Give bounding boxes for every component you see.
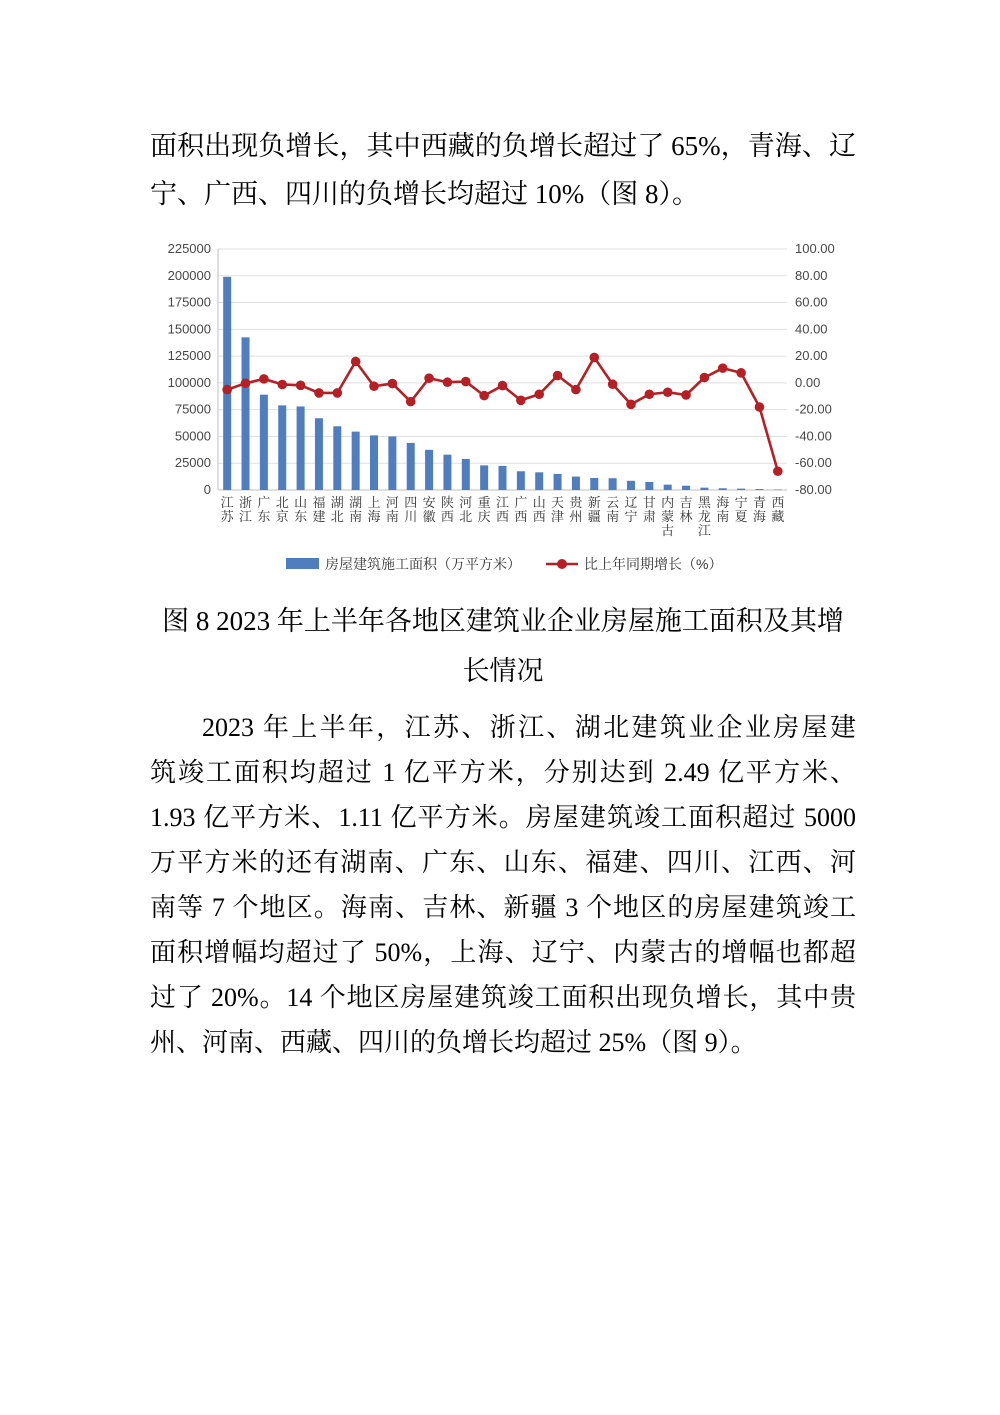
growth-point-甘肃	[645, 389, 655, 399]
x-label-内蒙古: 内蒙古	[661, 495, 675, 538]
figure8-chart	[150, 235, 850, 580]
x-label-福建: 福建	[312, 495, 326, 524]
bar-河北	[462, 459, 470, 490]
x-label-吉林: 吉林	[679, 495, 693, 524]
text-line: 面积出现负增长，其中西藏的负增长超过了 65%，青海、辽	[150, 131, 856, 161]
left-axis-tick: 100000	[167, 374, 211, 390]
growth-point-安徽	[424, 373, 434, 383]
bar-陕西	[443, 455, 451, 490]
growth-point-河北	[461, 377, 471, 387]
text-line: 过了 20%。14 个地区房屋建筑竣工面积出现负增长，其中贵	[150, 983, 856, 1012]
x-label-上海: 上海	[367, 495, 381, 524]
bar-河南	[388, 436, 396, 490]
right-axis-tick: -60.00	[795, 455, 832, 471]
growth-point-吉林	[681, 390, 691, 400]
x-label-江苏: 江苏	[220, 495, 234, 524]
bar-内蒙古	[664, 485, 672, 490]
growth-point-江苏	[222, 385, 232, 395]
growth-point-云南	[608, 379, 618, 389]
left-axis-tick: 125000	[167, 348, 211, 364]
growth-point-江西	[498, 381, 508, 391]
text-line: 南等 7 个地区。海南、吉林、新疆 3 个地区的房屋建筑竣工	[150, 893, 856, 922]
x-label-广东: 广东	[257, 495, 271, 524]
growth-point-天津	[553, 371, 563, 381]
right-axis-tick: 100.00	[795, 241, 835, 256]
right-axis-tick: -40.00	[795, 428, 832, 444]
bar-湖南	[352, 432, 360, 490]
bar-江西	[499, 466, 507, 490]
bar-吉林	[682, 486, 690, 490]
growth-point-海南	[718, 363, 728, 373]
growth-point-四川	[406, 397, 416, 407]
bar-西藏	[774, 490, 782, 491]
left-axis-tick: 75000	[174, 401, 211, 417]
x-label-河南: 河南	[385, 495, 399, 524]
bar-北京	[278, 405, 286, 490]
growth-point-宁夏	[736, 368, 746, 378]
growth-point-山东	[296, 380, 306, 390]
bar-天津	[554, 474, 562, 490]
bar-辽宁	[627, 481, 635, 490]
bar-福建	[315, 418, 323, 490]
growth-point-重庆	[479, 391, 489, 401]
text-line: 图 8 2023 年上半年各地区建筑业企业房屋施工面积及其增	[162, 606, 844, 636]
growth-point-浙江	[241, 378, 251, 388]
x-label-甘肃: 甘肃	[642, 495, 656, 524]
bar-黑龙江	[700, 488, 708, 490]
growth-point-贵州	[571, 385, 581, 395]
bar-浙江	[242, 337, 250, 490]
text-line: 宁、广西、四川的负增长均超过 10%（图 8）。	[150, 179, 699, 209]
x-label-海南: 海南	[716, 495, 730, 524]
x-label-江西: 江西	[495, 495, 510, 524]
bar-广东	[260, 395, 268, 490]
bar-重庆	[480, 465, 488, 490]
x-label-宁夏: 宁夏	[734, 495, 748, 524]
text-line: 州、河南、西藏、四川的负增长均超过 25%（图 9）。	[150, 1028, 757, 1057]
bar-青海	[755, 489, 763, 490]
text-line: 万平方米的还有湖南、广东、山东、福建、四川、江西、河	[150, 848, 856, 877]
x-label-广西: 广西	[514, 495, 528, 524]
left-axis-tick: 200000	[167, 267, 211, 283]
bar-江苏	[223, 277, 231, 490]
figure-caption	[150, 596, 856, 696]
x-label-四川: 四川	[404, 495, 418, 524]
left-axis-tick: 225000	[167, 241, 211, 256]
growth-point-广西	[516, 395, 526, 405]
bar-海南	[719, 488, 727, 490]
growth-point-广东	[259, 374, 269, 384]
chart-canvas	[150, 235, 850, 580]
bar-贵州	[572, 477, 580, 490]
bar-云南	[609, 478, 617, 490]
left-axis-tick: 25000	[174, 455, 211, 471]
x-label-湖南: 湖南	[349, 495, 363, 524]
bar-湖北	[333, 426, 341, 490]
right-axis-tick: 0.00	[795, 374, 821, 390]
left-axis-tick: 0	[203, 482, 211, 497]
left-axis-tick: 50000	[174, 428, 211, 444]
growth-point-青海	[755, 402, 765, 412]
x-label-河北: 河北	[459, 495, 473, 524]
x-label-新疆: 新疆	[587, 495, 601, 524]
legend-bar-swatch	[286, 558, 319, 569]
paragraph-top	[150, 122, 856, 218]
x-label-云南: 云南	[606, 495, 620, 524]
growth-line	[227, 357, 778, 471]
right-axis-tick: 40.00	[795, 321, 828, 337]
growth-point-上海	[369, 381, 379, 391]
x-label-山西: 山西	[532, 495, 546, 524]
x-label-陕西: 陕西	[440, 495, 454, 524]
right-axis-tick: -20.00	[795, 401, 832, 417]
x-label-黑龙江: 黑龙江	[697, 495, 711, 538]
x-label-湖北: 湖北	[330, 495, 344, 524]
x-label-安徽: 安徽	[422, 495, 436, 524]
growth-point-河南	[388, 379, 398, 389]
bar-甘肃	[645, 482, 653, 490]
growth-point-西藏	[773, 466, 783, 476]
right-axis-tick: 80.00	[795, 267, 828, 283]
x-label-重庆: 重庆	[477, 495, 491, 524]
growth-point-黑龙江	[700, 373, 710, 383]
growth-point-福建	[314, 388, 324, 398]
text-line: 长情况	[462, 656, 544, 686]
text-line: 面积增幅均超过了 50%，上海、辽宁、内蒙古的增幅也都超	[150, 938, 856, 967]
paragraph-bottom	[150, 705, 856, 1065]
bar-广西	[517, 471, 525, 490]
growth-point-山西	[534, 389, 544, 399]
growth-point-内蒙古	[663, 387, 673, 397]
bar-山西	[535, 472, 543, 490]
x-label-贵州: 贵州	[569, 495, 583, 524]
bar-四川	[407, 443, 415, 490]
legend-line-marker	[557, 559, 567, 569]
x-label-青海: 青海	[752, 495, 766, 524]
growth-point-新疆	[589, 353, 599, 363]
growth-point-辽宁	[626, 400, 636, 410]
right-axis-tick: -80.00	[795, 482, 832, 497]
x-label-北京: 北京	[275, 495, 289, 524]
text-line: 1.93 亿平方米、1.11 亿平方米。房屋建筑竣工面积超过 5000	[150, 803, 856, 832]
bar-安徽	[425, 450, 433, 490]
x-label-天津: 天津	[551, 495, 565, 524]
bar-上海	[370, 435, 378, 490]
x-label-浙江: 浙江	[239, 495, 253, 524]
text-line: 筑竣工面积均超过 1 亿平方米，分别达到 2.49 亿平方米、	[150, 758, 856, 787]
left-axis-tick: 175000	[167, 294, 211, 310]
legend-line-label: 比上年同期增长（%）	[584, 556, 723, 572]
left-axis-tick: 150000	[167, 321, 211, 337]
right-axis-tick: 20.00	[795, 348, 828, 364]
text-line: 2023 年上半年，江苏、浙江、湖北建筑业企业房屋建	[202, 713, 856, 742]
growth-point-湖北	[333, 388, 343, 398]
growth-point-陕西	[443, 377, 453, 387]
right-axis-tick: 60.00	[795, 294, 828, 310]
growth-point-湖南	[351, 357, 361, 367]
x-label-山东: 山东	[294, 495, 308, 524]
x-label-西藏: 西藏	[771, 495, 785, 524]
x-label-辽宁: 辽宁	[624, 495, 638, 524]
bar-山东	[297, 406, 305, 490]
bar-新疆	[590, 478, 598, 490]
legend-bar-label: 房屋建筑施工面积（万平方米）	[325, 556, 521, 572]
growth-point-北京	[277, 380, 287, 390]
bar-宁夏	[737, 489, 745, 490]
